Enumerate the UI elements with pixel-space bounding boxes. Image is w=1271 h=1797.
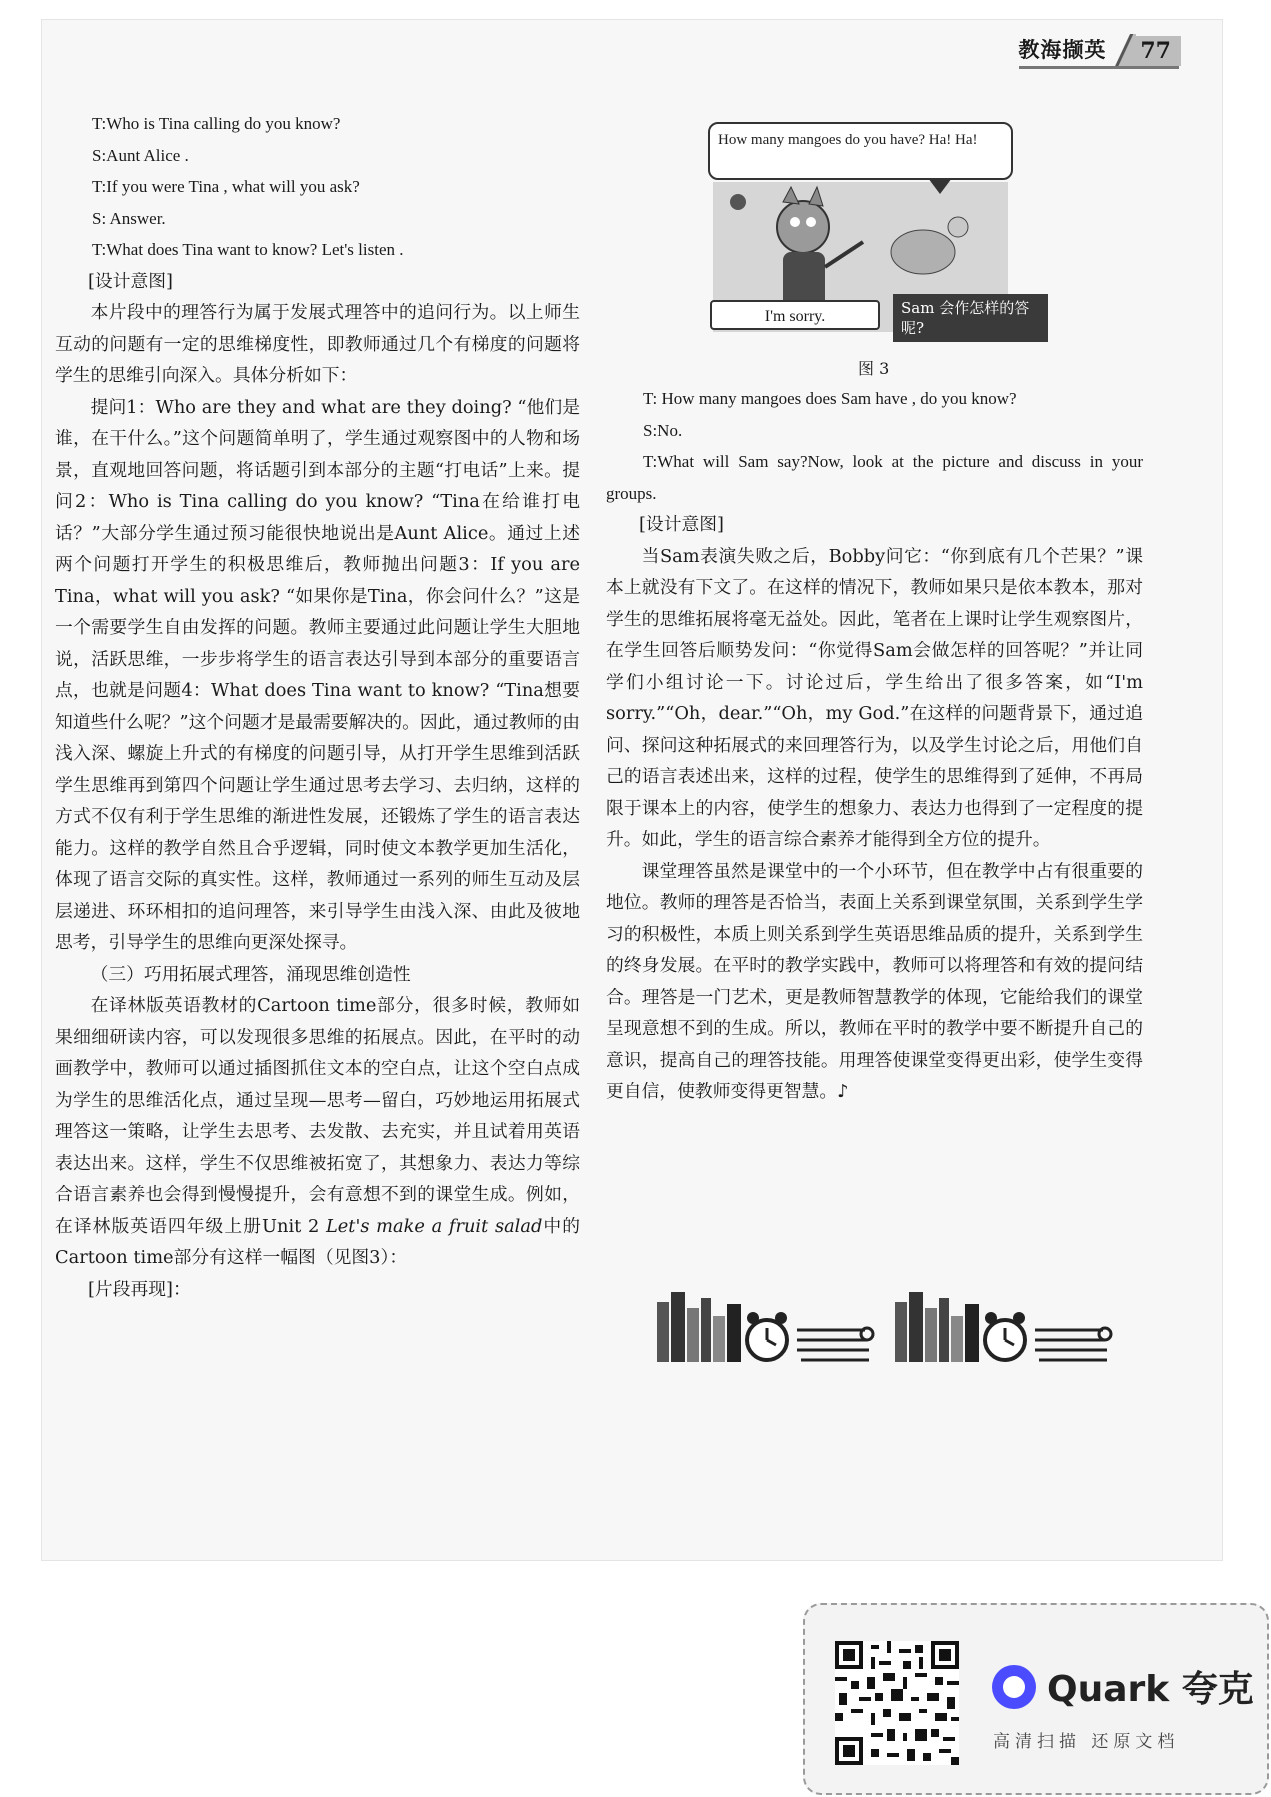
body-paragraph: 课堂理答虽然是课堂中的一个小环节，但在教学中占有很重要的地位。教师的理答是否恰当，表面上关系到课堂氛围，关系到学生学习的积极性，本质上则关系到学生英语思维品质的提升，关系到学生的终身发展。在平时的教学实践中，教师可以将理答和有效的提问结合。理答是一门艺术，更是教师智慧教学的体现，它能给我们的课堂呈现意想不到的生成。所以，教师在平时的教学中要不断提升自己的意识，提高自己的理答技能。用理答使课堂变得更出彩，使学生变得更自信，使教师变得更智慧。♪ [606,860,1143,1102]
answer-box: I'm sorry. [710,300,880,330]
paper-stack-icon [1035,1328,1111,1360]
design-intent-label: [设计意图] [88,270,173,292]
clock-icon [985,1312,1025,1360]
scanner-watermark [803,1603,1269,1795]
decorative-ornament [655,1290,1125,1368]
dialog-line: T:Who is Tina calling do you know? [92,114,341,133]
dialog-line: T:If you were Tina , what will you ask? [92,177,360,196]
end-mark-icon: ♪ [837,1081,849,1102]
speech-bubble-tail [928,178,952,194]
dialog-line: T:What will Sam say?Now, look at the picture and discuss in your groups. [606,452,1143,503]
body-paragraph: 本片段中的理答行为属于发展式理答中的追问行为。以上师生互动的问题有一定的思维梯度性，即教师通过几个有梯度的问题将学生的思维引向深入。具体分析如下： [55,302,580,386]
question-box: Sam 会作怎样的答呢? [893,294,1048,342]
right-column [606,383,1143,1108]
design-intent-label: [设计意图] [639,514,724,535]
watermark-brand: Quark 夸克 [1047,1669,1254,1710]
header-slash-decoration [1110,34,1136,66]
header-rule [1019,66,1179,69]
cartoon-figure [708,122,1048,344]
paper-stack-icon [797,1328,873,1360]
dialog-line: T:What does Tina want to know? Let's listen . [92,240,404,259]
body-paragraph: 在译林版英语教材的Cartoon time部分，很多时候，教师如果细细研读内容，可以发现很多思维的拓展点。因此，在平时的动画教学中，教师可以通过插图抓住文本的空白点，让这个空白点成为学生的思维活化点，通过呈现—思考—留白，巧妙地运用拓展式理答这一策略，让学生去思考、去发散、去充实，并且试着用英语表达出来。这样，学生不仅思维被拓宽了，其想象力、表达力等综合语言素养也会得到慢慢提升，会有意想不到的课堂生成。例如，在译林版英语四年级上册Unit 2 Let's make a fruit salad中的Cartoon time部分有这样一幅图（见图3）： [55,995,580,1268]
figure-caption: 图 3 [858,359,890,378]
dialog-line: T: How many mangoes does Sam have , do you know? [643,389,1017,408]
segment-label: [片段再现]： [88,1278,191,1300]
watermark-tagline: 高清扫描 还原文档 [993,1732,1180,1752]
speech-bubble: How many mangoes do you have? Ha! Ha! [708,122,1013,180]
page-header [1018,32,1181,66]
quark-logo-icon [990,1663,1038,1711]
books-icon [895,1292,979,1362]
dialog-line: S:No. [643,420,683,440]
qr-code-icon [835,1641,959,1765]
section-heading: （三）巧用拓展式理答，涌现思维创造性 [90,963,411,985]
body-paragraph: 提问1：Who are they and what are they doing? “他们是谁，在干什么。”这个问题简单明了，学生通过观察图中的人物和场景，直观地回答问题，将话题引到本部分的主题“打电话”上来。提问2：Who is Tina calling do you know? “Tina在给谁打电话？”大部分学生通过预习能很快地说出是Aunt Alice。通过上述两个问题打开学生的积极思维后，教师抛出问题3：If you are Tina，what will you ask? “如果你是Tina，你会问什么？”这是一个需要学生自由发挥的问题。教师主要通过此问题让学生大胆地说，活跃思维，一步步将学生的语言表达引导到本部分的重要语言点，也就是问题4：What does Tina want to know? “Tina想要知道些什么呢？”这个问题才是最需要解决的。因此，通过教师的由浅入深、螺旋上升式的有梯度的问题引导，从打开学生思维到活跃学生思维再到第四个问题让学生通过思考去学习、去归纳，这样的方式不仅有利于学生思维的渐进性发展，还锻炼了学生的语言表达能力。这样的教学自然且合乎逻辑，同时使文本教学更加生活化，体现了语言交际的真实性。这样，教师通过一系列的师生互动及层层递进、环环相扣的追问理答，来引导学生由浅入深、由此及彼地思考，引导学生的思维向更深处探寻。 [55,396,580,953]
books-icon [657,1292,741,1362]
left-column [55,108,580,1305]
page-number: 77 [1136,36,1181,66]
journal-column-title: 教海撷英 [1018,37,1107,62]
body-paragraph: 当Sam表演失败之后，Bobby问它：“你到底有几个芒果？”课本上就没有下文了。在这样的情况下，教师如果只是依本教本，那对学生的思维拓展将毫无益处。因此，笔者在上课时让学生观察图片，在学生回答后顺势发问：“你觉得Sam会做怎样的回答呢？”并让同学们小组讨论一下。讨论过后，学生给出了很多答案，如“I'm sorry.”“Oh，dear.”“Oh，my God.”在这样的问题背景下，通过追问、探问这种拓展式的来回理答行为，以及学生讨论之后，用他们自己的语言表述出来，这样的过程，使学生的思维得到了延伸，不再局限于课本上的内容，使学生的想象力、表达力也得到了一定程度的提升。如此，学生的语言综合素养才能得到全方位的提升。 [606,545,1143,850]
dialog-line: S:Aunt Alice . [92,145,189,165]
lesson-title: Let's make a fruit salad [325,1215,543,1237]
dialog-line: S: Answer. [92,208,166,228]
clock-icon [747,1312,787,1360]
